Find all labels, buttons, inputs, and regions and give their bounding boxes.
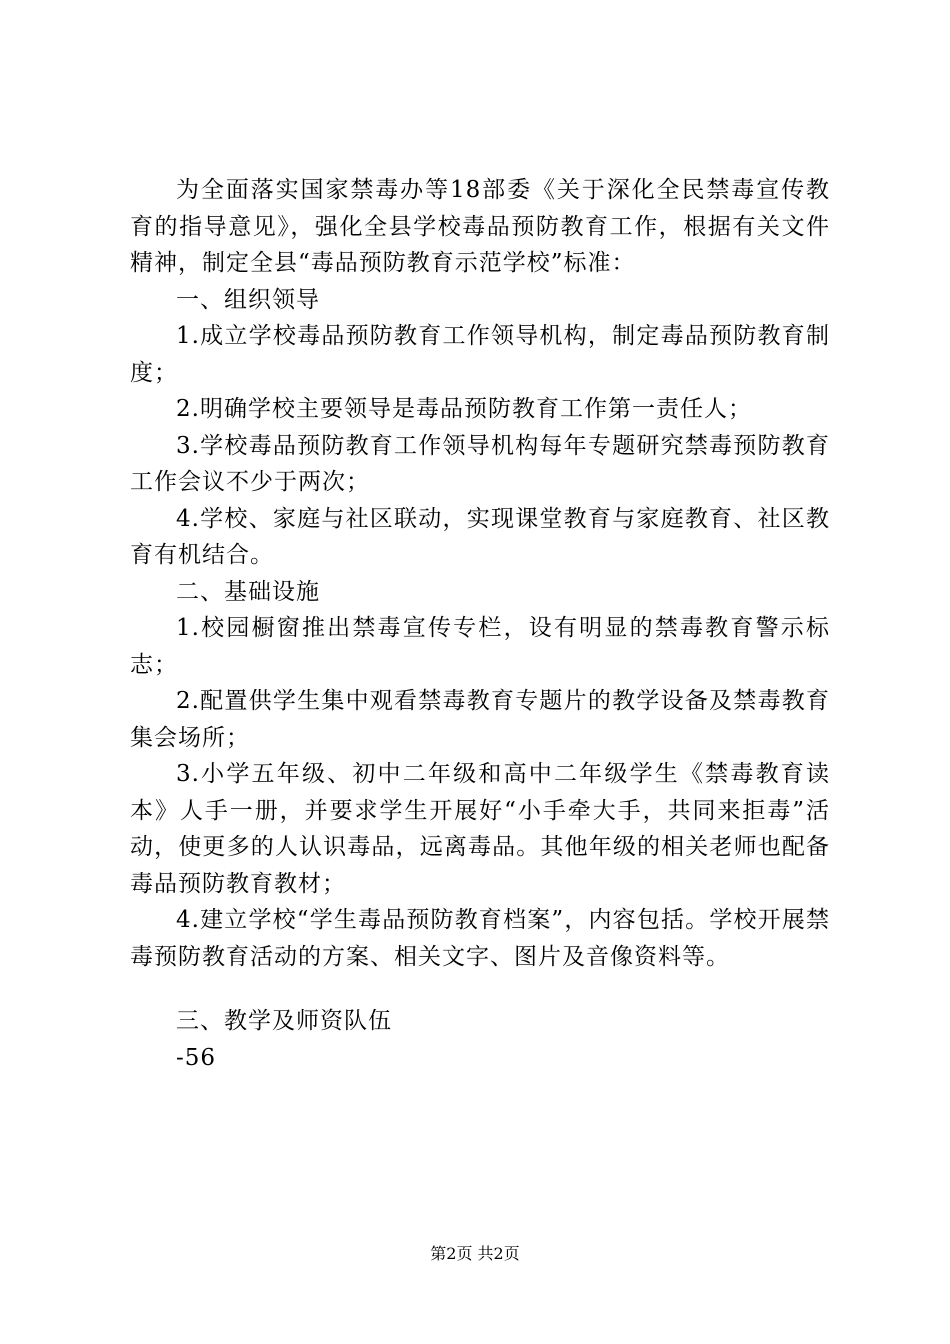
list-item: 4.学校、家庭与社区联动，实现课堂教育与家庭教育、社区教育有机结合。 — [130, 505, 830, 568]
trailing-number: -56 — [176, 1044, 217, 1071]
list-item: 3.学校毒品预防教育工作领导机构每年专题研究禁毒预防教育工作会议不少于两次； — [130, 432, 830, 495]
list-item: 2.配置供学生集中观看禁毒教育专题片的教学设备及禁毒教育集会场所； — [130, 688, 830, 751]
section-heading-infrastructure: 二、基础设施 — [176, 578, 320, 605]
document-body — [130, 172, 830, 1076]
list-item: 2.明确学校主要领导是毒品预防教育工作第一责任人； — [176, 396, 752, 422]
intro-paragraph: 为全面落实国家禁毒办等18部委《关于深化全民禁毒宣传教育的指导意见》，强化全县学校毒品预防教育工作，根据有关文件精神，制定全县“毒品预防教育示范学校”标准： — [130, 177, 830, 276]
list-item: 4.建立学校“学生毒品预防教育档案”，内容包括。学校开展禁毒预防教育活动的方案、相关文字、图片及音像资料等。 — [130, 907, 830, 970]
list-item: 1.成立学校毒品预防教育工作领导机构，制定毒品预防教育制度； — [130, 323, 830, 386]
section-heading-organization: 一、组织领导 — [176, 286, 320, 313]
list-item: 1.校园橱窗推出禁毒宣传专栏，设有明显的禁毒教育警示标志； — [130, 615, 830, 678]
list-item: 3.小学五年级、初中二年级和高中二年级学生《禁毒教育读本》人手一册，并要求学生开展好“小手牵大手，共同来拒毒”活动，使更多的人认识毒品，远离毒品。其他年级的相关老师也配备毒品预防教育教材； — [130, 761, 830, 897]
page-footer: 第2页 共2页 — [430, 1244, 520, 1263]
section-heading-teaching: 三、教学及师资队伍 — [176, 1008, 392, 1034]
